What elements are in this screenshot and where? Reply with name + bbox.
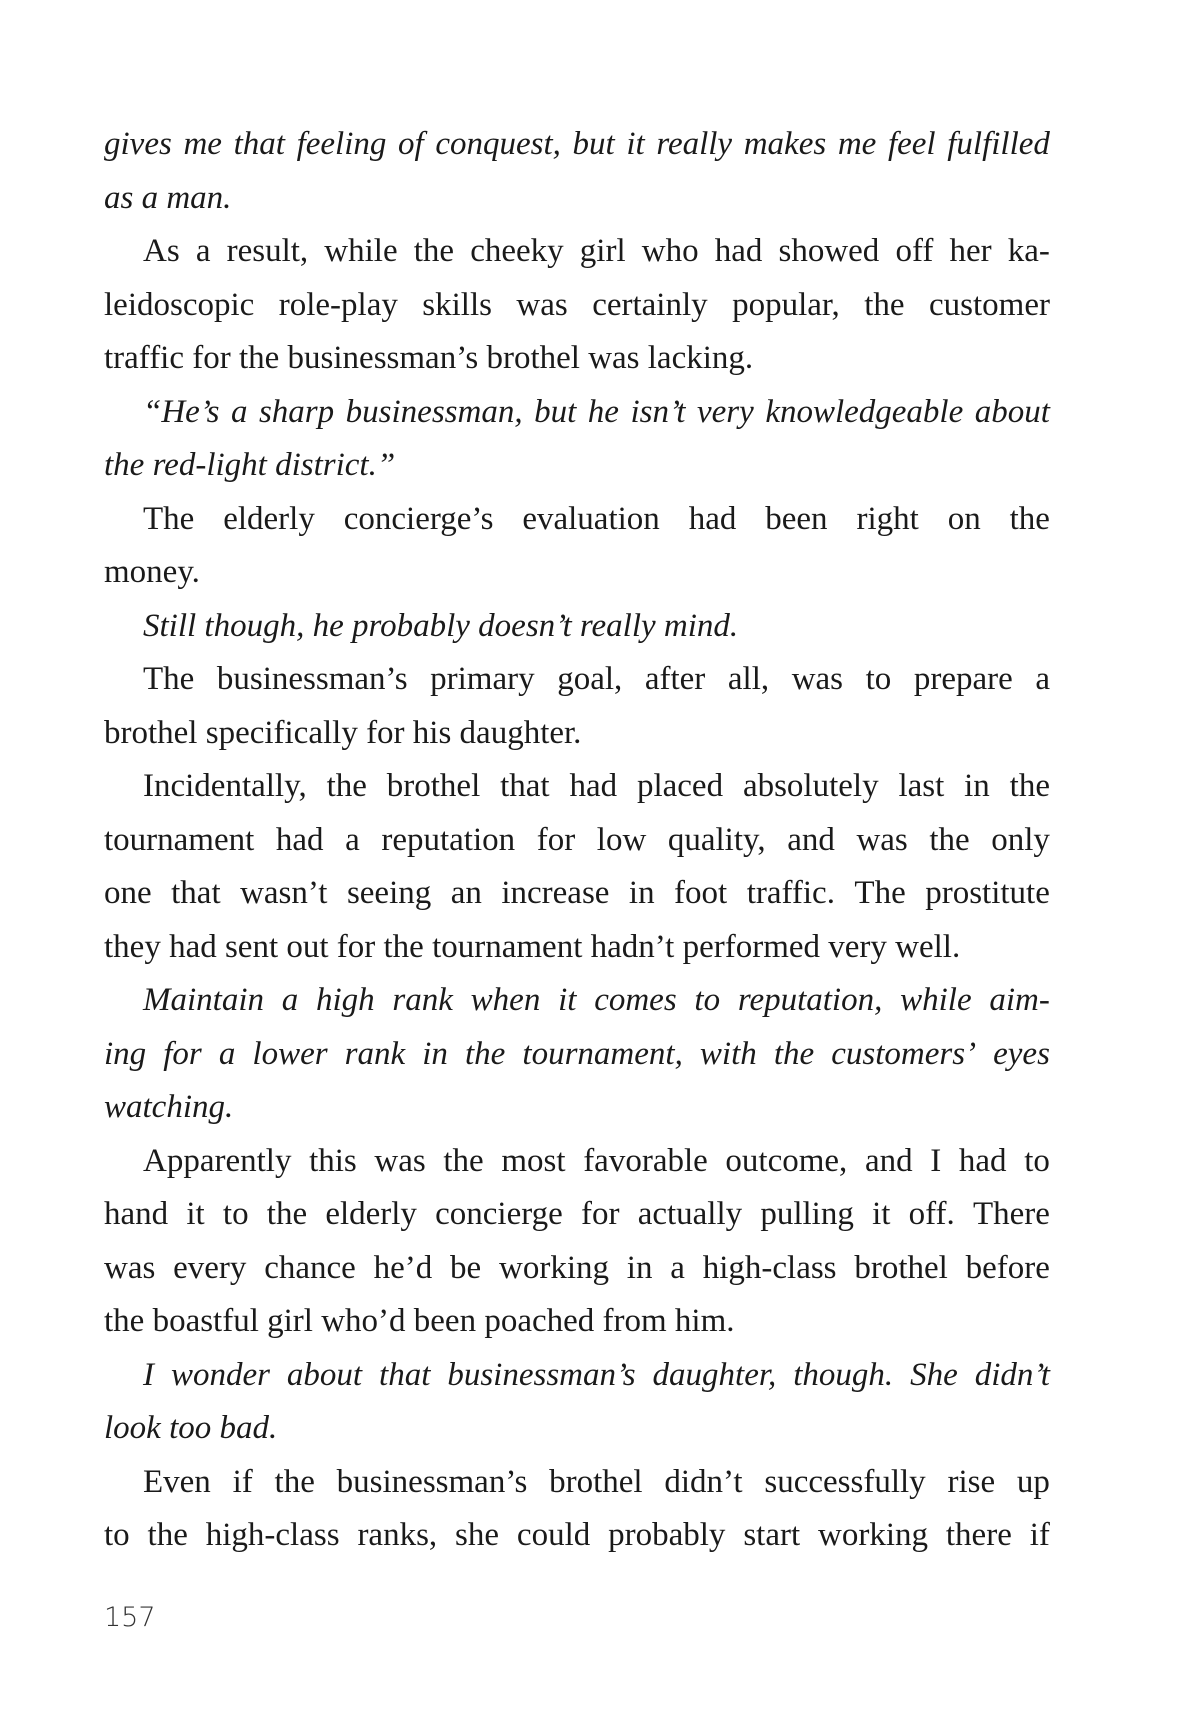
text-line: traffic for the businessman’s brothel was lacking. bbox=[104, 340, 754, 376]
text-line: leidoscopic role-play skills was certainly popular, the customer bbox=[104, 286, 1050, 323]
text-line: ing for a lower rank in the tournament, with the customers’ eyes bbox=[104, 1035, 1050, 1072]
text-line: The elderly concierge’s evaluation had been right on the bbox=[143, 500, 1050, 537]
text-line: The businessman’s primary goal, after all, was to prepare a bbox=[143, 661, 1050, 697]
text-line: brothel specifically for his daughter. bbox=[104, 714, 582, 751]
text-line: watching. bbox=[104, 1089, 234, 1125]
text-line: I wonder about that businessman’s daughter, though. She didn’t bbox=[143, 1356, 1050, 1393]
text-line: Maintain a high rank when it comes to reputation, while aim- bbox=[143, 982, 1050, 1018]
text-line: money. bbox=[104, 554, 200, 590]
text-line: Still though, he probably doesn’t really mind. bbox=[143, 607, 739, 644]
text-line: one that wasn’t seeing an increase in foot traffic. The prostitute bbox=[104, 875, 1050, 911]
text-line: as a man. bbox=[104, 179, 232, 216]
text-line: “He’s a sharp businessman, but he isn’t very knowledgeable about bbox=[143, 393, 1050, 430]
text-line: gives me that feeling of conquest, but it really makes me feel fulfilled bbox=[104, 126, 1050, 162]
text-line: hand it to the elderly concierge for actually pulling it off. There bbox=[104, 1196, 1050, 1232]
text-line: look too bad. bbox=[104, 1410, 278, 1446]
text-line: was every chance he’d be working in a high-class brothel before bbox=[104, 1249, 1050, 1286]
text-line: tournament had a reputation for low quality, and was the only bbox=[104, 821, 1050, 858]
text-line: As a result, while the cheeky girl who had showed off her ka- bbox=[143, 233, 1050, 269]
text-line: the red-light district.” bbox=[104, 447, 396, 483]
body-text bbox=[104, 118, 1050, 1563]
text-line: Apparently this was the most favorable outcome, and I had to bbox=[143, 1142, 1050, 1179]
text-line: to the high-class ranks, she could probably start working there if bbox=[104, 1517, 1050, 1553]
page-number: 157 bbox=[104, 1602, 156, 1633]
text-line: they had sent out for the tournament hadn’t performed very well. bbox=[104, 928, 961, 965]
text-line: Even if the businessman’s brothel didn’t successfully rise up bbox=[143, 1463, 1050, 1500]
text-line: the boastful girl who’d been poached from him. bbox=[104, 1303, 735, 1339]
text-line: Incidentally, the brothel that had placed absolutely last in the bbox=[143, 768, 1050, 804]
